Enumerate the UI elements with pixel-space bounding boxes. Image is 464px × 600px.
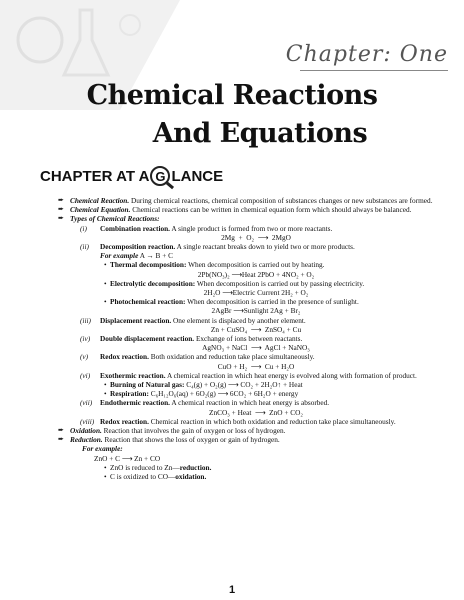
equation: ZnCO₃ + Heat ⟶ ZnO + CO₂ xyxy=(209,407,303,417)
definition: During chemical reactions, chemical composition of substances changes or new substances are formed. xyxy=(129,196,433,205)
equation: 2AgBr ⟶Sunlight 2Ag + Br₂ xyxy=(211,306,301,316)
photochemical-reaction xyxy=(58,297,454,306)
term: Chemical Equation. xyxy=(70,205,131,215)
example-bullet xyxy=(58,463,454,472)
definition: When decomposition is carried out by heating. xyxy=(186,260,325,270)
item-redox-2 xyxy=(58,417,454,426)
term: Types of Chemical Reactions: xyxy=(70,214,160,224)
definition: A single product is formed from two or more reactants. xyxy=(170,223,333,233)
definition: A chemical reaction in which heat energy is absorbed. xyxy=(170,398,330,408)
chapter-summary xyxy=(58,196,454,481)
term: Electrolytic decomposition: xyxy=(110,278,196,288)
term: Redox reaction. xyxy=(100,352,149,362)
burning-natural-gas xyxy=(58,380,454,389)
example-text: A → B + C xyxy=(138,251,174,261)
term: Photochemical reaction: xyxy=(110,297,186,307)
page-number: 1 xyxy=(228,584,236,596)
example-label-text: For example: xyxy=(82,444,123,454)
item-combination xyxy=(58,224,454,233)
term: Decomposition reaction. xyxy=(100,242,176,252)
definition: C₆H₁₂O₆(aq) + 6O₂(g) ⟶ 6CO₂ + 6H₂O + energy xyxy=(148,389,299,399)
respiration xyxy=(58,389,454,398)
electrolytic-decomposition xyxy=(58,279,454,288)
item-number: (iii) xyxy=(80,315,91,325)
term: Exothermic reaction. xyxy=(100,370,166,380)
heading-text-post: LANCE xyxy=(171,167,224,185)
page-title-line-1: Chemical Reactions xyxy=(86,80,378,111)
example-bullet xyxy=(58,472,454,481)
equation: AgNO₃ + NaCl ⟶ AgCl + NaNO₃ xyxy=(202,343,310,353)
item-double-displacement xyxy=(58,334,454,343)
page-title-line-2: And Equations xyxy=(152,118,368,149)
item-number: (ii) xyxy=(80,242,89,252)
term: Combination reaction. xyxy=(100,223,170,233)
item-redox xyxy=(58,352,454,361)
term: Displacement reaction. xyxy=(100,315,172,325)
bullet-chemical-reaction xyxy=(58,196,454,205)
equation: ZnO + C ⟶ Zn + CO xyxy=(94,453,161,463)
example-label xyxy=(58,444,454,453)
equation: 2H₂O ⟶Electric Current 2H₂ + O₂ xyxy=(203,288,309,298)
term: Oxidation. xyxy=(70,426,102,436)
definition: Exchange of ions between reactants. xyxy=(194,334,303,344)
equation: CuO + H₂ ⟶ Cu + H₂O xyxy=(217,361,295,371)
equation: Zn + CuSO₄ ⟶ ZnSO₄ + Cu xyxy=(210,324,302,334)
definition: Reaction that involves the gain of oxygen or loss of hydrogen. xyxy=(101,426,286,436)
definition: When decomposition is carried out by passing electricity. xyxy=(195,278,365,288)
term: Double displacement reaction. xyxy=(100,334,195,344)
equation: 2Mg + O₂ ⟶ 2MgO xyxy=(221,232,291,242)
definition: Reaction that shows the loss of oxygen or gain of hydrogen. xyxy=(102,435,280,445)
item-number: (vii) xyxy=(80,398,93,408)
definition: Both oxidation and reduction take place simultaneously. xyxy=(148,352,315,362)
item-number: (viii) xyxy=(80,416,95,426)
example-text: ZnO is reduced to Zn— xyxy=(110,462,180,472)
item-displacement xyxy=(58,316,454,325)
definition: Chemical reactions can be written in chemical equation form which should always be balanced. xyxy=(130,205,412,215)
bullet-types xyxy=(58,214,454,223)
example-line xyxy=(58,251,454,260)
definition: Chemical reaction in which both oxidation and reduction take place simultaneously. xyxy=(148,416,396,426)
example-label: For example xyxy=(100,251,139,261)
bullet-oxidation xyxy=(58,426,454,435)
term: Endothermic reaction. xyxy=(100,398,170,408)
heading-letter-g: G xyxy=(155,168,166,184)
item-exothermic xyxy=(58,371,454,380)
item-number: (v) xyxy=(80,352,89,362)
definition: A single reactant breaks down to yield two or more products. xyxy=(175,242,355,252)
term: Respiration: xyxy=(110,389,149,399)
section-heading xyxy=(40,166,223,186)
item-number: (vi) xyxy=(80,370,91,380)
magnifier-icon xyxy=(150,166,170,186)
example-term: oxidation. xyxy=(175,472,207,482)
thermal-decomposition xyxy=(58,260,454,269)
term: Burning of Natural gas: xyxy=(110,380,185,390)
item-decomposition xyxy=(58,242,454,251)
term: Redox reaction. xyxy=(100,416,149,426)
term: Thermal decomposition: xyxy=(110,260,187,270)
definition: When decomposition is carried in the presence of sunlight. xyxy=(185,297,359,307)
item-endothermic xyxy=(58,398,454,407)
example-term: reduction. xyxy=(179,462,212,472)
item-number: (iv) xyxy=(80,334,91,344)
definition: C₄(g) + O₂(g) ⟶ CO₂ + 2H₂O↑ + Heat xyxy=(184,380,303,390)
bullet-reduction xyxy=(58,435,454,444)
equation: 2Pb(NO₃)₂ ⟶Heat 2PbO + 4NO₂ + O₂ xyxy=(197,269,315,279)
bullet-chemical-equation xyxy=(58,205,454,214)
chapter-rule xyxy=(300,70,448,71)
heading-text-pre: CHAPTER AT A xyxy=(40,167,150,185)
term: Chemical Reaction. xyxy=(70,196,130,205)
example-text: C is oxidized to CO— xyxy=(110,472,176,482)
term: Reduction. xyxy=(70,435,103,445)
definition: A chemical reaction in which heat energy is evolved along with formation of product. xyxy=(165,370,417,380)
chapter-label: Chapter: One xyxy=(285,42,448,67)
definition: One element is displaced by another element. xyxy=(171,315,306,325)
item-number: (i) xyxy=(80,223,87,233)
